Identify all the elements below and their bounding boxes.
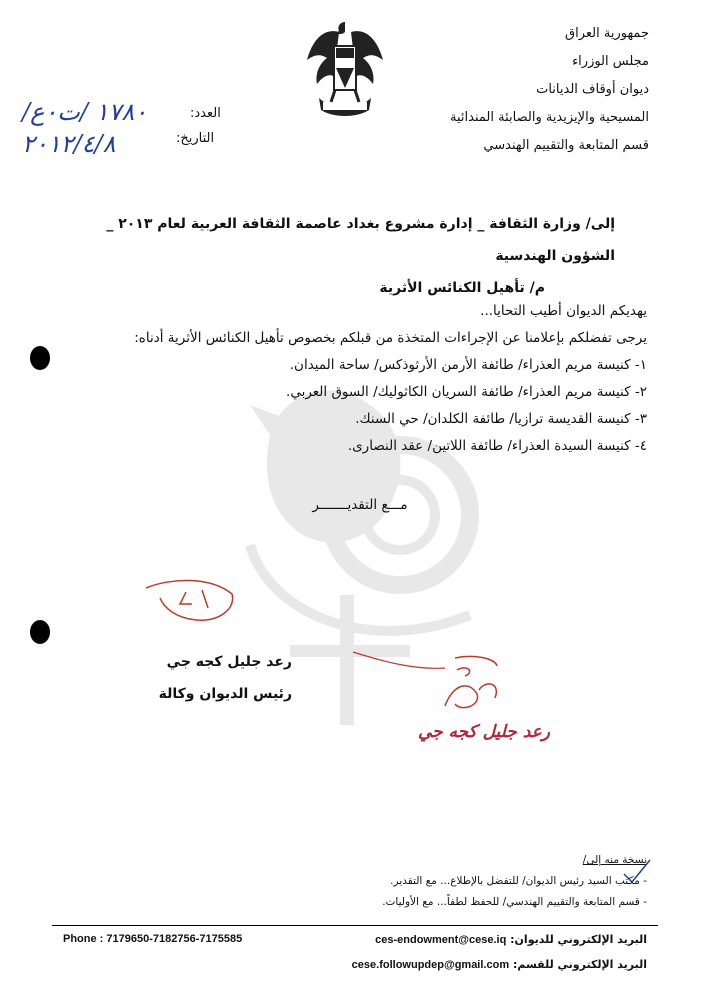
handwritten-date: ٢٠١٢/٤/٨	[22, 130, 116, 158]
handwritten-number: ١٧٨٠ /ت٠ع/	[22, 98, 148, 126]
list-item: ٤- كنيسة السيدة العذراء/ طائفة اللاتين/ عقد النصارى.	[347, 438, 647, 454]
list-item: ١- كنيسة مريم العذراء/ طائفة الأرمن الأرثوذكس/ ساحة الميدان.	[289, 357, 647, 373]
email-row	[375, 933, 647, 946]
to-line: إلى/ وزارة الثقافة _ إدارة مشروع بغداد عاصمة الثقافة العربية لعام ٢٠١٣ _ الشؤون الهندسية	[106, 216, 615, 264]
red-signature	[345, 650, 545, 720]
punch-hole	[30, 346, 50, 370]
number-label: العدد:	[190, 106, 221, 121]
punch-hole	[30, 620, 50, 644]
email-row	[352, 958, 647, 971]
iraq-eagle-emblem-icon	[305, 18, 385, 126]
signer-title: رئيس الديوان وكالة	[158, 686, 292, 702]
re-line: م/ تأهيل الكنائس الأثرية	[379, 280, 545, 296]
ministry-line: مجلس الوزراء	[572, 54, 649, 69]
copies-heading: نسخة منه إلى/	[582, 854, 647, 866]
email-label: البريد الإلكتروني للديوان:	[510, 933, 647, 946]
copies-block	[267, 850, 647, 913]
greeting: يهديكم الديوان أطيب التحايا...	[480, 303, 647, 319]
ministry-line: قسم المتابعة والتقييم الهندسي	[483, 138, 649, 153]
list-item: ٢- كنيسة مريم العذراء/ طائفة السريان الكاثوليك/ السوق العربي.	[286, 384, 647, 400]
signer-block	[92, 646, 292, 710]
ministry-line: جمهورية العراق	[565, 26, 649, 41]
red-annotation-mark	[140, 568, 240, 628]
signature-stamp-name: رعد جليل كجه جي	[417, 722, 550, 742]
email-label: البريد الإلكتروني للقسم:	[512, 958, 647, 971]
check-mark-icon	[622, 858, 652, 884]
ministry-line: ديوان أوقاف الديانات	[536, 82, 649, 97]
ministry-header	[389, 20, 649, 160]
phone-number: Phone : 7179650-7182756-7175585	[63, 933, 243, 945]
list-item: ٣- كنيسة القديسة ترازيا/ طائفة الكلدان/ حي السنك.	[355, 411, 647, 427]
letter-body	[47, 298, 647, 460]
copy-line: - قسم المتابعة والتقييم الهندسي/ للحفظ لطفاً... مع الأوليات.	[382, 896, 647, 908]
email-address[interactable]: ces-endowment@cese.iq	[375, 934, 507, 946]
email-address[interactable]: cese.followupdep@gmail.com	[351, 959, 510, 971]
copy-line: - مكتب السيد رئيس الديوان/ للتفضل بالإطلاع... مع التقدير.	[390, 875, 647, 887]
request-text: يرجى تفضلكم بإعلامنا عن الإجراءات المتخذة من قبلكم بخصوص تأهيل الكنائس الأثرية أدناه:	[134, 330, 647, 346]
signer-name: رعد جليل كجه جي	[166, 654, 292, 670]
footer-divider	[52, 925, 658, 926]
closing-text: مـــع التقديـــــــر	[312, 497, 408, 513]
ministry-line: المسيحية والإيزيدية والصابئة المندائية	[450, 110, 649, 125]
date-label: التاريخ:	[176, 131, 215, 146]
